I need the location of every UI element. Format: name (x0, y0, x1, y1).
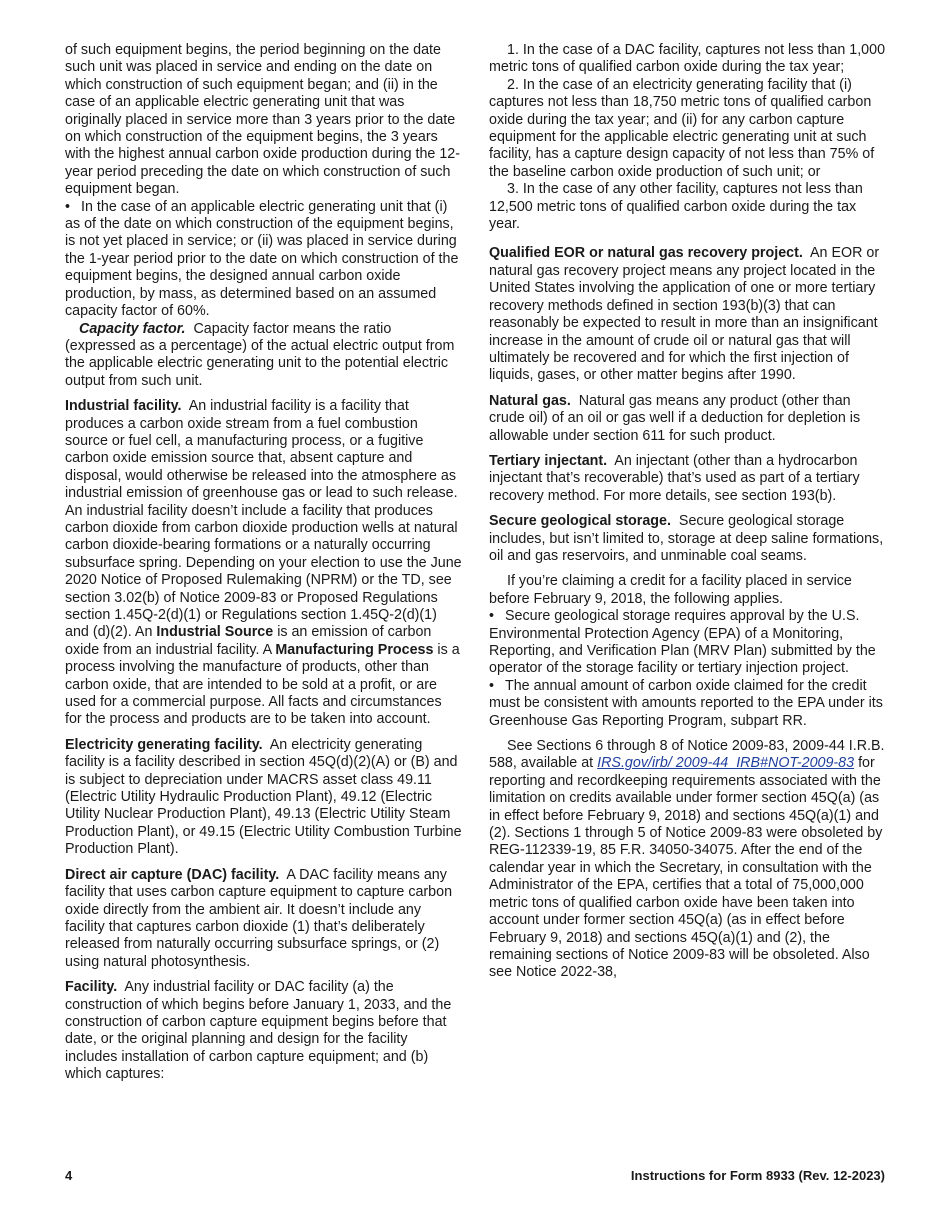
definition-heading: Industrial facility. (65, 398, 182, 415)
bullet-item-annual-amount (489, 678, 886, 730)
bullet-text: In the case of an applicable electric generating unit that (i) as of the date on which construction of the equipment begins, is not yet placed in service; or (ii) was placed in service during the 1-year period prior to the date on which construction of the equipment begins, the designed annual carbon oxide production, by mass, as determined based on an assumed capacity factor of 60%. (65, 198, 459, 320)
definition-text: Any industrial facility or DAC facility (a) the construction of which begins before January 1, 2033, and the construction of carbon capture equipment begins before that date, or the original planning and design for the facility includes installation of carbon capture equipment; and (b) which captures: (65, 979, 452, 1083)
definition-text: A DAC facility means any facility that uses carbon capture equipment to capture carbon oxide directly from the ambient air. It doesn’t include any facility that captures carbon dioxide (1) that’s deliberately released from naturally occurring subsurface springs, or (2) using natural photosynthesis. (65, 866, 453, 970)
definition-heading: Qualified EOR or natural gas recovery project. (489, 245, 803, 262)
definition-qualified-eor (489, 245, 886, 384)
definition-natural-gas (489, 393, 886, 445)
definition-text: An industrial facility is a facility that produces a carbon oxide stream from a fuel combustion source or fuel cell, a manufacturing process, or a fugitive carbon oxide emission source that, absent capture and disposal, would otherwise be released into the atmosphere as industrial emission of greenhouse gas or lead to such release. An industrial facility doesn’t include a facility that produces carbon dioxide from carbon dioxide production wells at natural carbon dioxide-bearing formations or a naturally occurring subsurface spring. Depending on your election to use the June 2020 Notice of Proposed Rulemaking (NPRM) or the TD, see section 3.02(b) of Notice 2009-83 or Proposed Regulations section 1.45Q-2(d)(1) or Regulations section 1.45Q-2(d)(1) and (d)(2). An (65, 398, 462, 641)
definition-heading: Natural gas. (489, 392, 571, 409)
definition-electricity-generating-facility (65, 737, 462, 859)
bullet-icon: • (65, 198, 71, 215)
definition-dac-facility (65, 867, 462, 971)
page-number: 4 (65, 1168, 73, 1183)
definition-facility (65, 979, 462, 1083)
definition-tertiary-injectant (489, 453, 886, 505)
definition-heading: Electricity generating facility. (65, 736, 263, 753)
list-item-electricity: 2. In the case of an electricity generating facility that (i) captures not less than 18,750 metric tons of qualified carbon oxide during the tax year; and (ii) for any carbon capture equipment for the applicable electric generating unit at such facility, has a capture design capacity of not less than 75% of the baseline carbon oxide production of such unit; or (489, 76, 875, 180)
paragraph-text: See Sections 6 through 8 of Notice 2009-83, 2009-44 I.R.B. 588, available at (489, 738, 885, 772)
definition-text: is an emission of carbon oxide from an industrial facility. A (65, 624, 432, 658)
irs-irb-link[interactable]: IRS.gov/irb/ 2009-44_IRB#NOT-2009-83 (597, 755, 855, 772)
paragraph-text: for reporting and recordkeeping requirements associated with the limitation on credits available under former section 45Q(a) (as in effect before February 9, 2018) and sections 45Q(a)(1) and (2). Sections 1 through 5 of Notice 2009-83 were obsoleted by REG-112339-19, 85 F.R. 34050-34075. After the end of the calendar year in which the Secretary, in consultation with the Administrator of the EPA, certifies that a total of 75,000,000 metric tons of qualified carbon oxide have been taken into account under former section 45Q(a) (as in effect before February 9, 2018) and sections 45Q(a)(1) and (2), the remaining sections of Notice 2009-83 will be obsoleted. Also see Notice 2022-38, (489, 755, 883, 981)
definition-text: An injectant (other than a hydrocarbon injectant that’s recoverable) that’s used as part of a tertiary recovery method. For more details, see section 193(b). (489, 452, 860, 504)
right-column (489, 42, 886, 982)
definition-heading: Secure geological storage. (489, 513, 671, 530)
term-industrial-source: Industrial Source (156, 624, 274, 641)
definition-text: is a process involving the manufacture of products, other than carbon oxide, that are intended to be sold at a profit, or are used for a commercial purpose. All facts and circumstances for the process and products are to be taken into account. (65, 641, 460, 728)
list-item-dac: 1. In the case of a DAC facility, captures not less than 1,000 metric tons of qualified carbon oxide during the tax year; (489, 42, 886, 76)
bullet-item-mrv (489, 608, 886, 678)
bullet-item-new-unit (65, 199, 462, 321)
definition-heading: Tertiary injectant. (489, 452, 608, 469)
list-item-other: 3. In the case of any other facility, captures not less than 12,500 metric tons of qualified carbon oxide during the tax year. (489, 181, 863, 233)
definition-text: An electricity generating facility is a facility described in section 45Q(d)(2)(A) or (B) and is subject to depreciation under MACRS asset class 49.11 (Electric Utility Hydraulic Production Plant), 49.12 (Electric Utility Nuclear Production Plant), 49.13 (Electric Utility Steam Production Plant), or 49.15 (Electric Utility Combustion Turbine Production Plant). (65, 736, 462, 858)
bullet-icon: • (489, 677, 495, 694)
definition-text: An EOR or natural gas recovery project means any project located in the United States involving the application of one or more tertiary recovery methods defined in section 193(b)(3) that can reasonably be expected to result in more than an insignificant increase in the amount of crude oil or natural gas that will ultimately be recovered and for which the first injection of liquids, gases, or other matter begins after 1990. (489, 245, 880, 384)
notice-paragraph (489, 738, 886, 982)
term-manufacturing-process: Manufacturing Process (275, 641, 434, 658)
definition-heading: Facility. (65, 979, 118, 996)
definition-heading: Capacity factor. (79, 320, 186, 337)
bullet-icon: • (489, 608, 495, 625)
left-column (65, 42, 462, 1084)
definition-text: Capacity factor means the ratio (expressed as a percentage) of the actual electric output from the applicable electric generating unit to the potential electric output from such unit. (65, 320, 455, 389)
definition-secure-geological-storage (489, 513, 886, 565)
definition-text: Secure geological storage includes, but isn’t limited to, storage at deep saline formations, oil and gas reservoirs, and unminable coal seams. (489, 513, 884, 564)
footer-form-title: Instructions for Form 8933 (Rev. 12-2023) (630, 1168, 885, 1183)
continued-paragraph: of such equipment begins, the period beginning on the date such unit was placed in service and ending on the date on which construction of such equipment began; and (ii) in the case of an applicable electric generating unit that was originally placed in service more than 3 years prior to the date on which construction of the equipment begins, the 3 years with the highest annual carbon oxide production during the 12-year period preceding the date on which construction of such equipment began. (65, 42, 461, 198)
bullet-text: Secure geological storage requires approval by the U.S. Environmental Protection Agency (EPA) of a Monitoring, Reporting, and Verification Plan (MRV Plan) submitted by the operator of the storage facility or tertiary injection project. (489, 608, 876, 677)
definition-industrial-facility (65, 398, 462, 729)
bullet-text: The annual amount of carbon oxide claimed for the credit must be consistent with amounts reported to the EPA under its Greenhouse Gas Reporting Program, subpart RR. (489, 677, 883, 729)
definition-capacity-factor (65, 321, 462, 391)
definition-heading: Direct air capture (DAC) facility. (65, 866, 280, 883)
claiming-paragraph: If you’re claiming a credit for a facility placed in service before February 9, 2018, the following applies. (489, 573, 852, 607)
definition-text: Natural gas means any product (other than crude oil) of an oil or gas well if a deduction for depletion is allowable under section 611 for such product. (489, 392, 861, 444)
